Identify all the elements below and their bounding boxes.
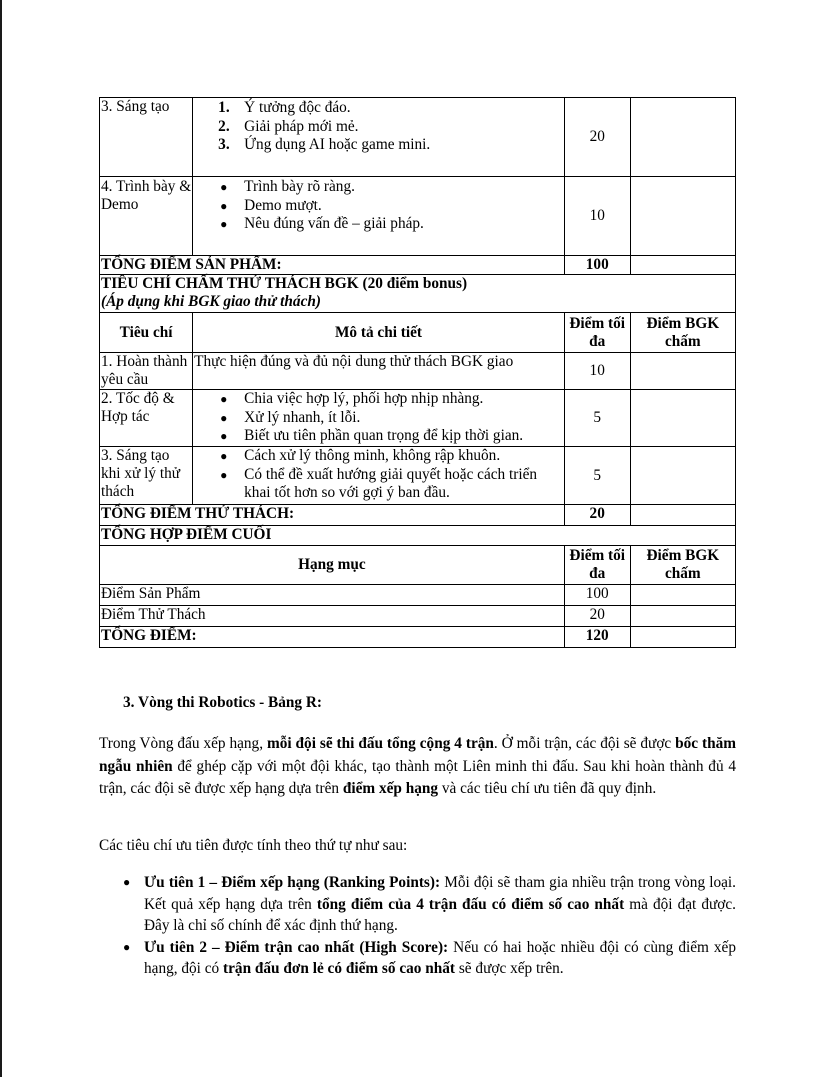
bullet-icon: ● [220, 217, 228, 231]
total-value: 20 [564, 505, 630, 526]
list-item: ● Nêu đúng vấn đề – giải pháp. [220, 215, 424, 232]
numbered-list [194, 99, 563, 155]
priority-item: ● Ưu tiên 1 – Điểm xếp hạng (Ranking Points): Mỗi đội sẽ tham gia nhiều trận trong vòng loại. Kết quả xếp hạng dựa trên tổng điểm của 4 trận đấu có điểm số cao nhất mà đội đạt được. Đây là chỉ số chính để xác định thứ hạng. [123, 874, 737, 934]
criterion-cell: 2. Tốc độ & Hợp tác [100, 390, 193, 447]
bullet-icon: ● [220, 429, 228, 443]
judge-points-cell[interactable] [630, 606, 735, 627]
max-points-cell: 20 [564, 98, 630, 177]
bullet-icon: ● [220, 467, 228, 482]
header-row [100, 546, 736, 585]
max-points-cell: 100 [564, 585, 630, 606]
table-row [100, 447, 736, 505]
criteria-intro: Các tiêu chí ưu tiên được tính theo thứ tự như sau: [99, 837, 408, 854]
list-item: 3. Ứng dụng AI hoặc game mini. [218, 136, 431, 153]
judge-total-cell[interactable] [630, 505, 735, 526]
table-row [100, 177, 736, 256]
criterion-cell: 4. Trình bày & Demo [100, 177, 193, 256]
total-row [100, 627, 736, 648]
description-cell [193, 177, 565, 256]
bullet-list [194, 447, 563, 503]
max-points-cell: 5 [564, 390, 630, 447]
header-max-points: Điểm tối đa [564, 546, 630, 585]
description-cell [193, 98, 565, 177]
list-item: 2. Giải pháp mới mẻ. [218, 117, 359, 135]
table-row [100, 353, 736, 390]
list-item: ● Có thể đề xuất hướng giải quyết hoặc cách triển khai tốt hơn so với gợi ý ban đầu. [220, 465, 538, 501]
description-cell: Thực hiện đúng và đủ nội dung thử thách BGK giao [193, 353, 565, 390]
total-value: 120 [564, 627, 630, 648]
header-criterion: Tiêu chí [100, 313, 193, 353]
list-item: ● Demo mượt. [220, 196, 322, 214]
bullet-icon: ● [123, 875, 131, 889]
bullet-icon: ● [220, 392, 228, 406]
max-points-cell: 10 [564, 177, 630, 256]
description-cell [193, 447, 565, 505]
bullet-icon: ● [220, 180, 228, 194]
section-heading: 3. Vòng thi Robotics - Bảng R: [123, 694, 323, 711]
bullet-icon: ● [123, 939, 131, 954]
judge-points-cell[interactable] [630, 390, 735, 447]
bullet-icon: ● [220, 198, 228, 213]
total-row [100, 256, 736, 275]
intro-paragraph: Trong Vòng đấu xếp hạng, mỗi đội sẽ thi đấu tổng cộng 4 trận. Ở mỗi trận, các đội sẽ được bốc thăm ngẫu nhiên để ghép cặp với một đội khác, tạo thành một Liên minh thi đấu. Sau khi hoàn thành đủ 4 trận, các đội sẽ được xếp hạng dựa trên điểm xếp hạng và các tiêu chí ưu tiên đã quy định. [99, 735, 737, 797]
challenge-scoring-table [99, 274, 736, 526]
total-value: 100 [564, 256, 630, 275]
judge-points-cell[interactable] [630, 585, 735, 606]
header-row [100, 313, 736, 353]
list-item: 1. Ý tưởng độc đáo. [218, 99, 351, 116]
total-label: TỔNG ĐIỂM: [100, 627, 565, 648]
judge-total-cell[interactable] [630, 627, 735, 648]
table-row [100, 98, 736, 177]
judge-points-cell[interactable] [630, 177, 735, 256]
bullet-list [194, 178, 563, 234]
title-row [100, 275, 736, 313]
judge-points-cell[interactable] [630, 447, 735, 505]
criterion-cell: 3. Sáng tạo khi xử lý thử thách [100, 447, 193, 505]
category-cell: Điểm Sản Phẩm [100, 585, 565, 606]
header-judge-points: Điểm BGK chấm [630, 546, 735, 585]
table-row [100, 390, 736, 447]
challenge-title: TIÊU CHÍ CHẤM THỬ THÁCH BGK (20 điểm bonus) [101, 275, 468, 292]
description-cell [193, 390, 565, 447]
table-row [100, 585, 736, 606]
judge-points-cell[interactable] [630, 353, 735, 390]
header-category: Hạng mục [100, 546, 565, 585]
total-label: TỔNG ĐIỂM THỬ THÁCH: [100, 505, 565, 526]
header-max-points: Điểm tối đa [564, 313, 630, 353]
header-description: Mô tả chi tiết [193, 313, 565, 353]
list-item: ● Cách xử lý thông minh, không rập khuôn. [220, 447, 501, 464]
challenge-subtitle: (Áp dụng khi BGK giao thử thách) [101, 293, 321, 310]
list-item: ● Biết ưu tiên phần quan trọng để kịp thời gian. [220, 427, 524, 444]
priority-list [99, 872, 736, 980]
list-item: ● Chia việc hợp lý, phối hợp nhịp nhàng. [220, 390, 484, 407]
criterion-cell: 3. Sáng tạo [100, 98, 193, 177]
max-points-cell: 20 [564, 606, 630, 627]
summary-title: TỔNG HỢP ĐIỂM CUỐI [100, 526, 736, 546]
list-item: ● Trình bày rõ ràng. [220, 178, 355, 195]
bullet-list [194, 390, 563, 446]
table-row [100, 606, 736, 627]
product-scoring-table [99, 97, 736, 275]
bullet-icon: ● [220, 410, 228, 425]
final-summary-table [99, 525, 736, 648]
category-cell: Điểm Thử Thách [100, 606, 565, 627]
judge-total-cell[interactable] [630, 256, 735, 275]
judge-points-cell[interactable] [630, 98, 735, 177]
max-points-cell: 10 [564, 353, 630, 390]
total-row [100, 505, 736, 526]
priority-item: ● Ưu tiên 2 – Điểm trận cao nhất (High Score): Nếu có hai hoặc nhiều đội có cùng điểm xếp hạng, đội có trận đấu đơn lẻ có điểm số cao nhất sẽ được xếp trên. [123, 938, 736, 977]
header-judge-points: Điểm BGK chấm [630, 313, 735, 353]
bullet-icon: ● [220, 449, 228, 463]
total-label: TỔNG ĐIỂM SẢN PHẨM: [100, 256, 565, 275]
criterion-cell: 1. Hoàn thành yêu cầu [100, 353, 193, 390]
list-item: ● Xử lý nhanh, ít lỗi. [220, 408, 361, 426]
max-points-cell: 5 [564, 447, 630, 505]
page-left-edge [0, 0, 2, 1077]
title-row [100, 526, 736, 546]
